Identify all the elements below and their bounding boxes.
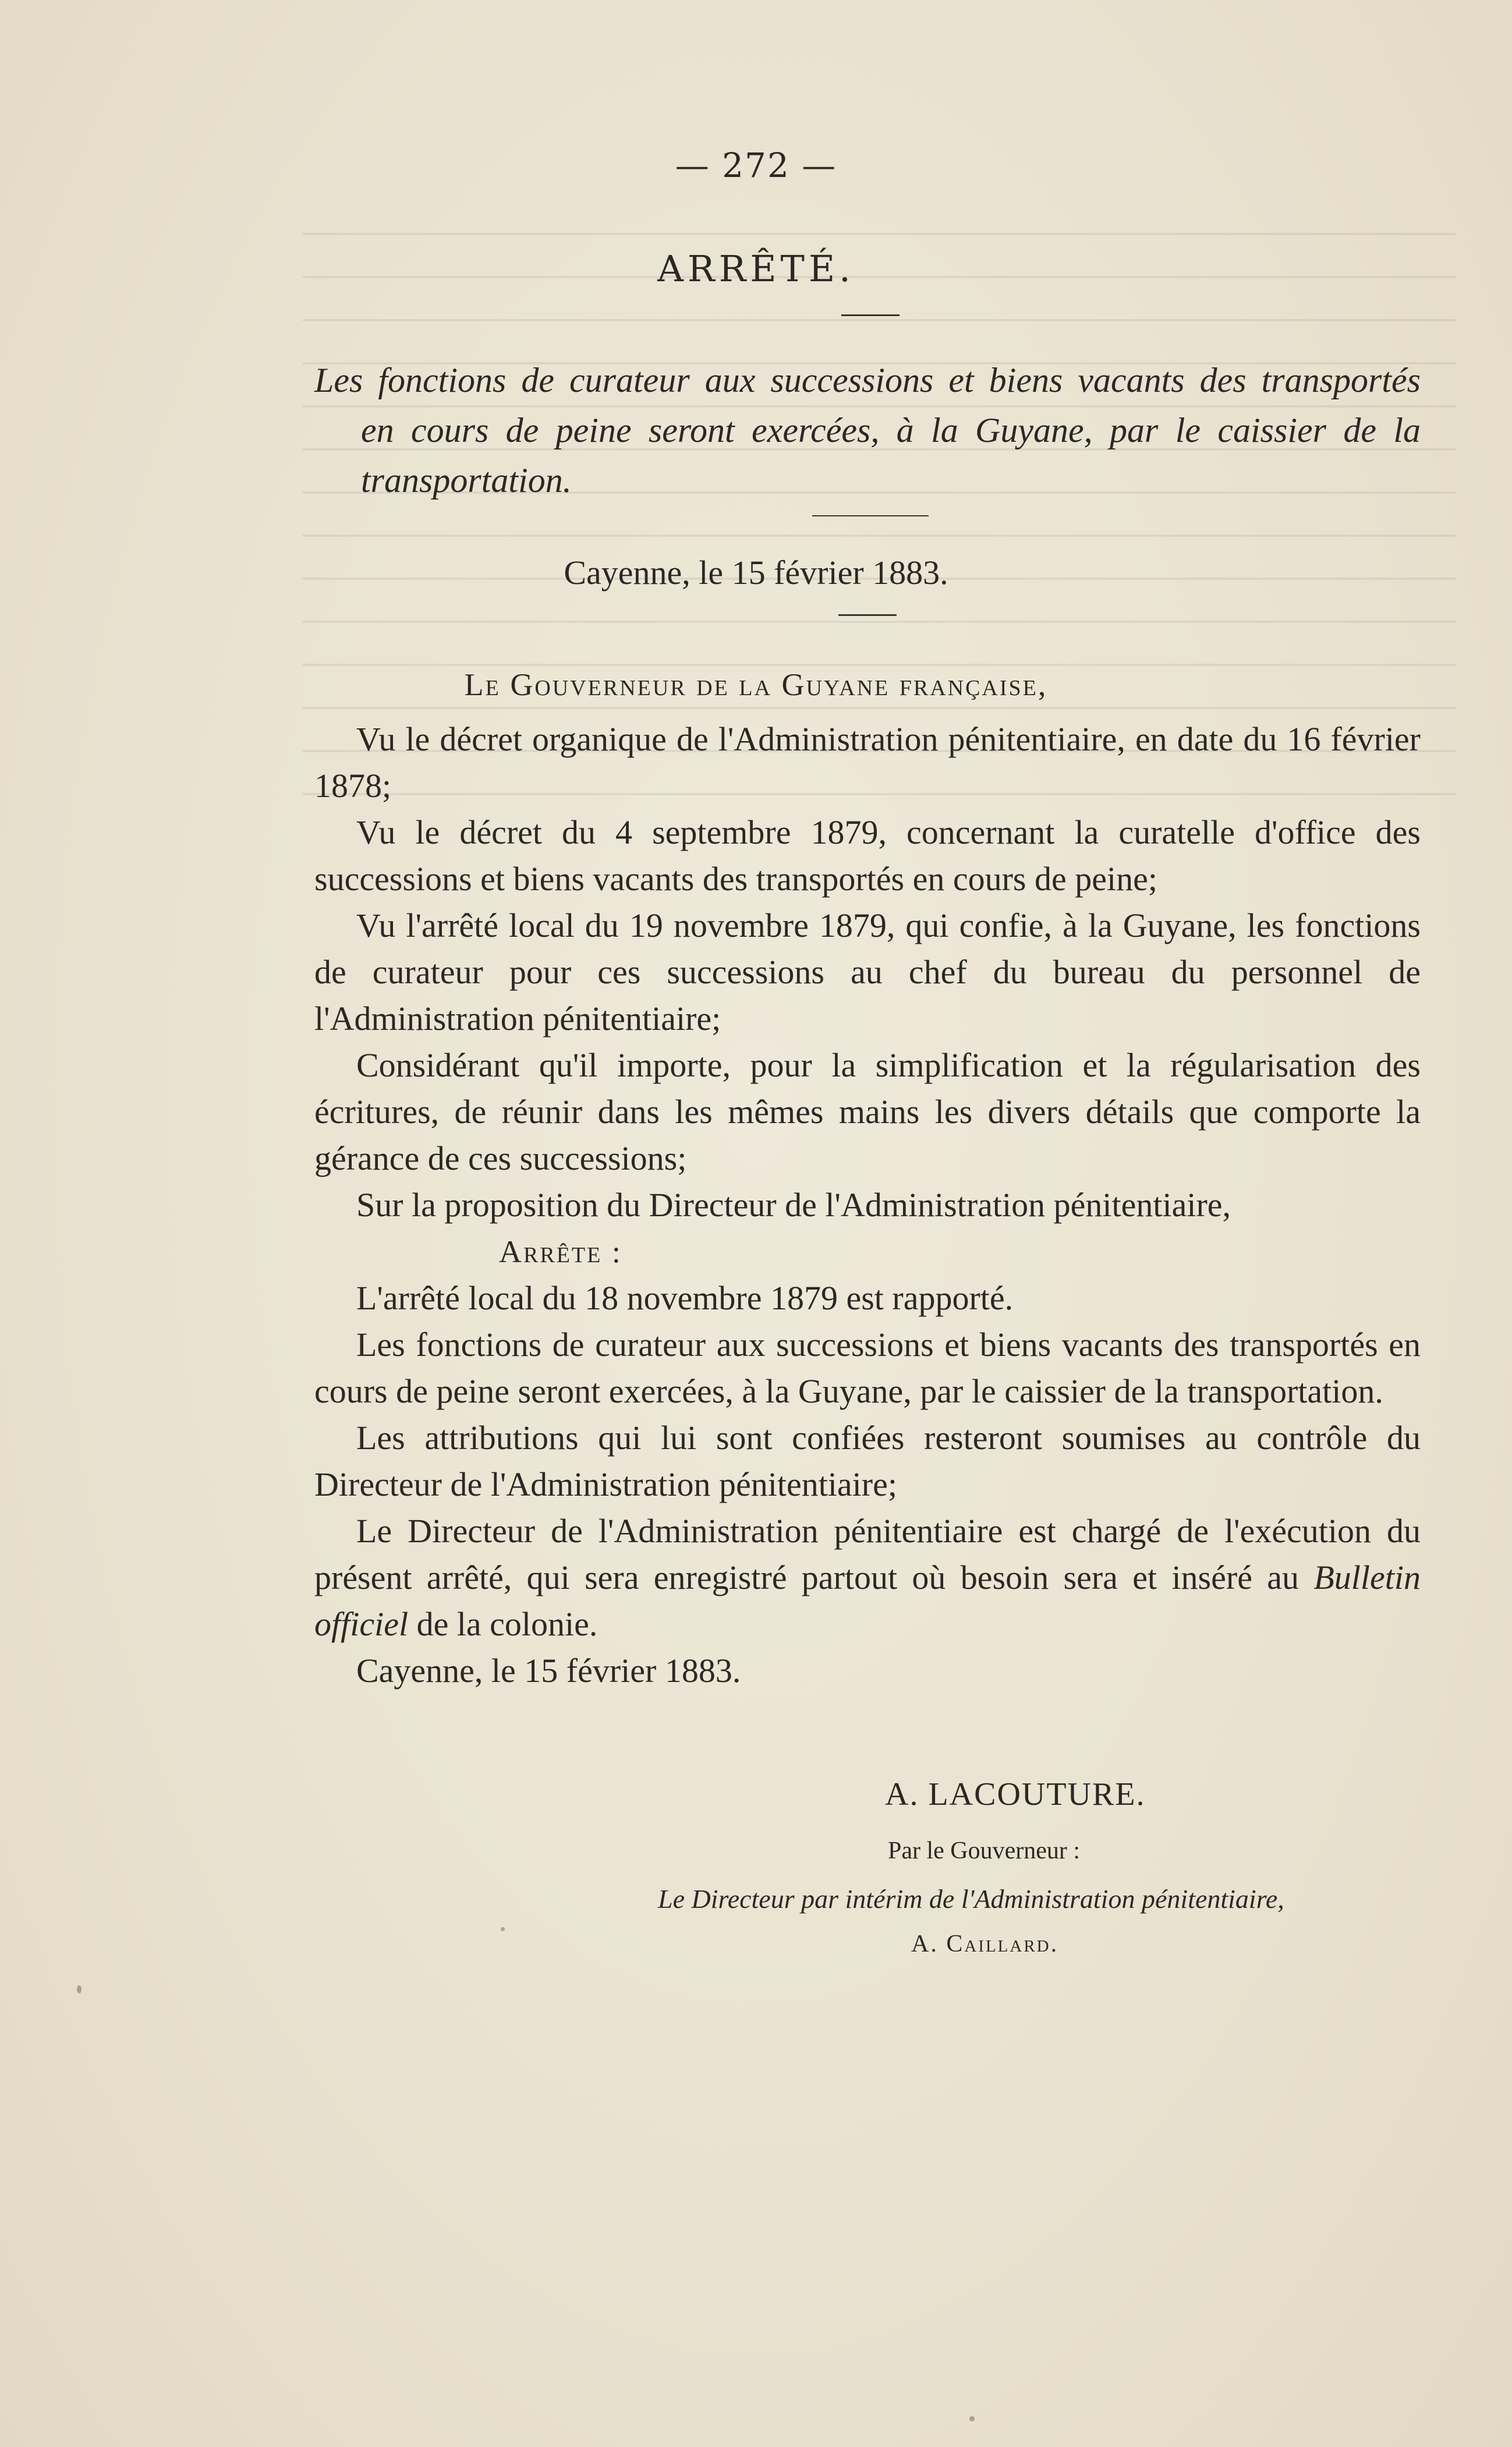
summary-line: Les fonctions de curateur aux successions et biens vacants des transportés — [314, 361, 1421, 399]
countersign-label: Par le Gouverneur : — [888, 1837, 1081, 1864]
paper-speck — [501, 1927, 505, 1931]
paragraph-text: de la colonie. — [416, 1605, 598, 1643]
director-name: A. Caillard. — [911, 1931, 1059, 1957]
paragraph: Vu le décret du 4 septembre 1879, concernant la curatelle d'office des successions et biens vacants des transportés en cours de peine; — [314, 813, 1421, 898]
director-title: Le Directeur par intérim de l'Administration pénitentiaire, — [658, 1884, 1284, 1914]
summary-rule — [812, 515, 929, 516]
summary-line: transportation. — [361, 461, 572, 500]
title-rule — [841, 314, 900, 316]
paper-speck — [77, 1985, 82, 1993]
paragraph: Les attributions qui lui sont confiées resteront soumises au contrôle du Directeur de l'Administration pénitentiaire; — [314, 1419, 1421, 1503]
bulletin-title: Bulletin officiel — [314, 1559, 1421, 1643]
dateline-rule — [838, 614, 897, 616]
summary-line: en cours de peine seront exercées, à la Guyane, par le caissier de la — [361, 411, 1421, 449]
document-body — [314, 716, 1421, 1694]
paragraph: Vu l'arrêté local du 19 novembre 1879, qui confie, à la Guyane, les fonctions de curateur pour ces successions au chef du bureau du personnel de l'Administration pénitentiaire; — [314, 906, 1421, 1037]
paragraph: Les fonctions de curateur aux successions et biens vacants des transportés en cours de peine seront exercées, à la Guyane, par le caissier de la transportation. — [314, 1326, 1421, 1410]
paragraph-text: Le Directeur de l'Administration pénitentiaire est chargé de l'exécution du présent arrêté, qui sera enregistré partout où besoin sera et inséré au — [314, 1512, 1421, 1596]
paragraph: L'arrêté local du 18 novembre 1879 est rapporté. — [356, 1279, 1014, 1317]
document-title: ARRÊTÉ. — [657, 247, 855, 290]
summary — [314, 355, 1421, 505]
paragraph: Vu le décret organique de l'Administration pénitentiaire, en date du 16 février 1878; — [314, 720, 1421, 805]
paper-speck — [969, 2416, 975, 2421]
signer-name: A. LACOUTURE. — [885, 1776, 1146, 1812]
page-number: — 272 — — [675, 146, 837, 185]
paragraph: Sur la proposition du Directeur de l'Administration pénitentiaire, — [356, 1186, 1231, 1224]
paragraph: Considérant qu'il importe, pour la simplification et la régularisation des écritures, de réunir dans les mêmes mains les divers détails que comporte la gérance de ces successions; — [314, 1046, 1421, 1177]
governor-heading: Le Gouverneur de la Guyane française, — [464, 667, 1048, 702]
arrete-heading: Arrête : — [499, 1234, 622, 1269]
paragraph — [314, 1508, 1421, 1648]
closing-dateline: Cayenne, le 15 février 1883. — [356, 1652, 741, 1690]
dateline: Cayenne, le 15 février 1883. — [564, 554, 948, 592]
